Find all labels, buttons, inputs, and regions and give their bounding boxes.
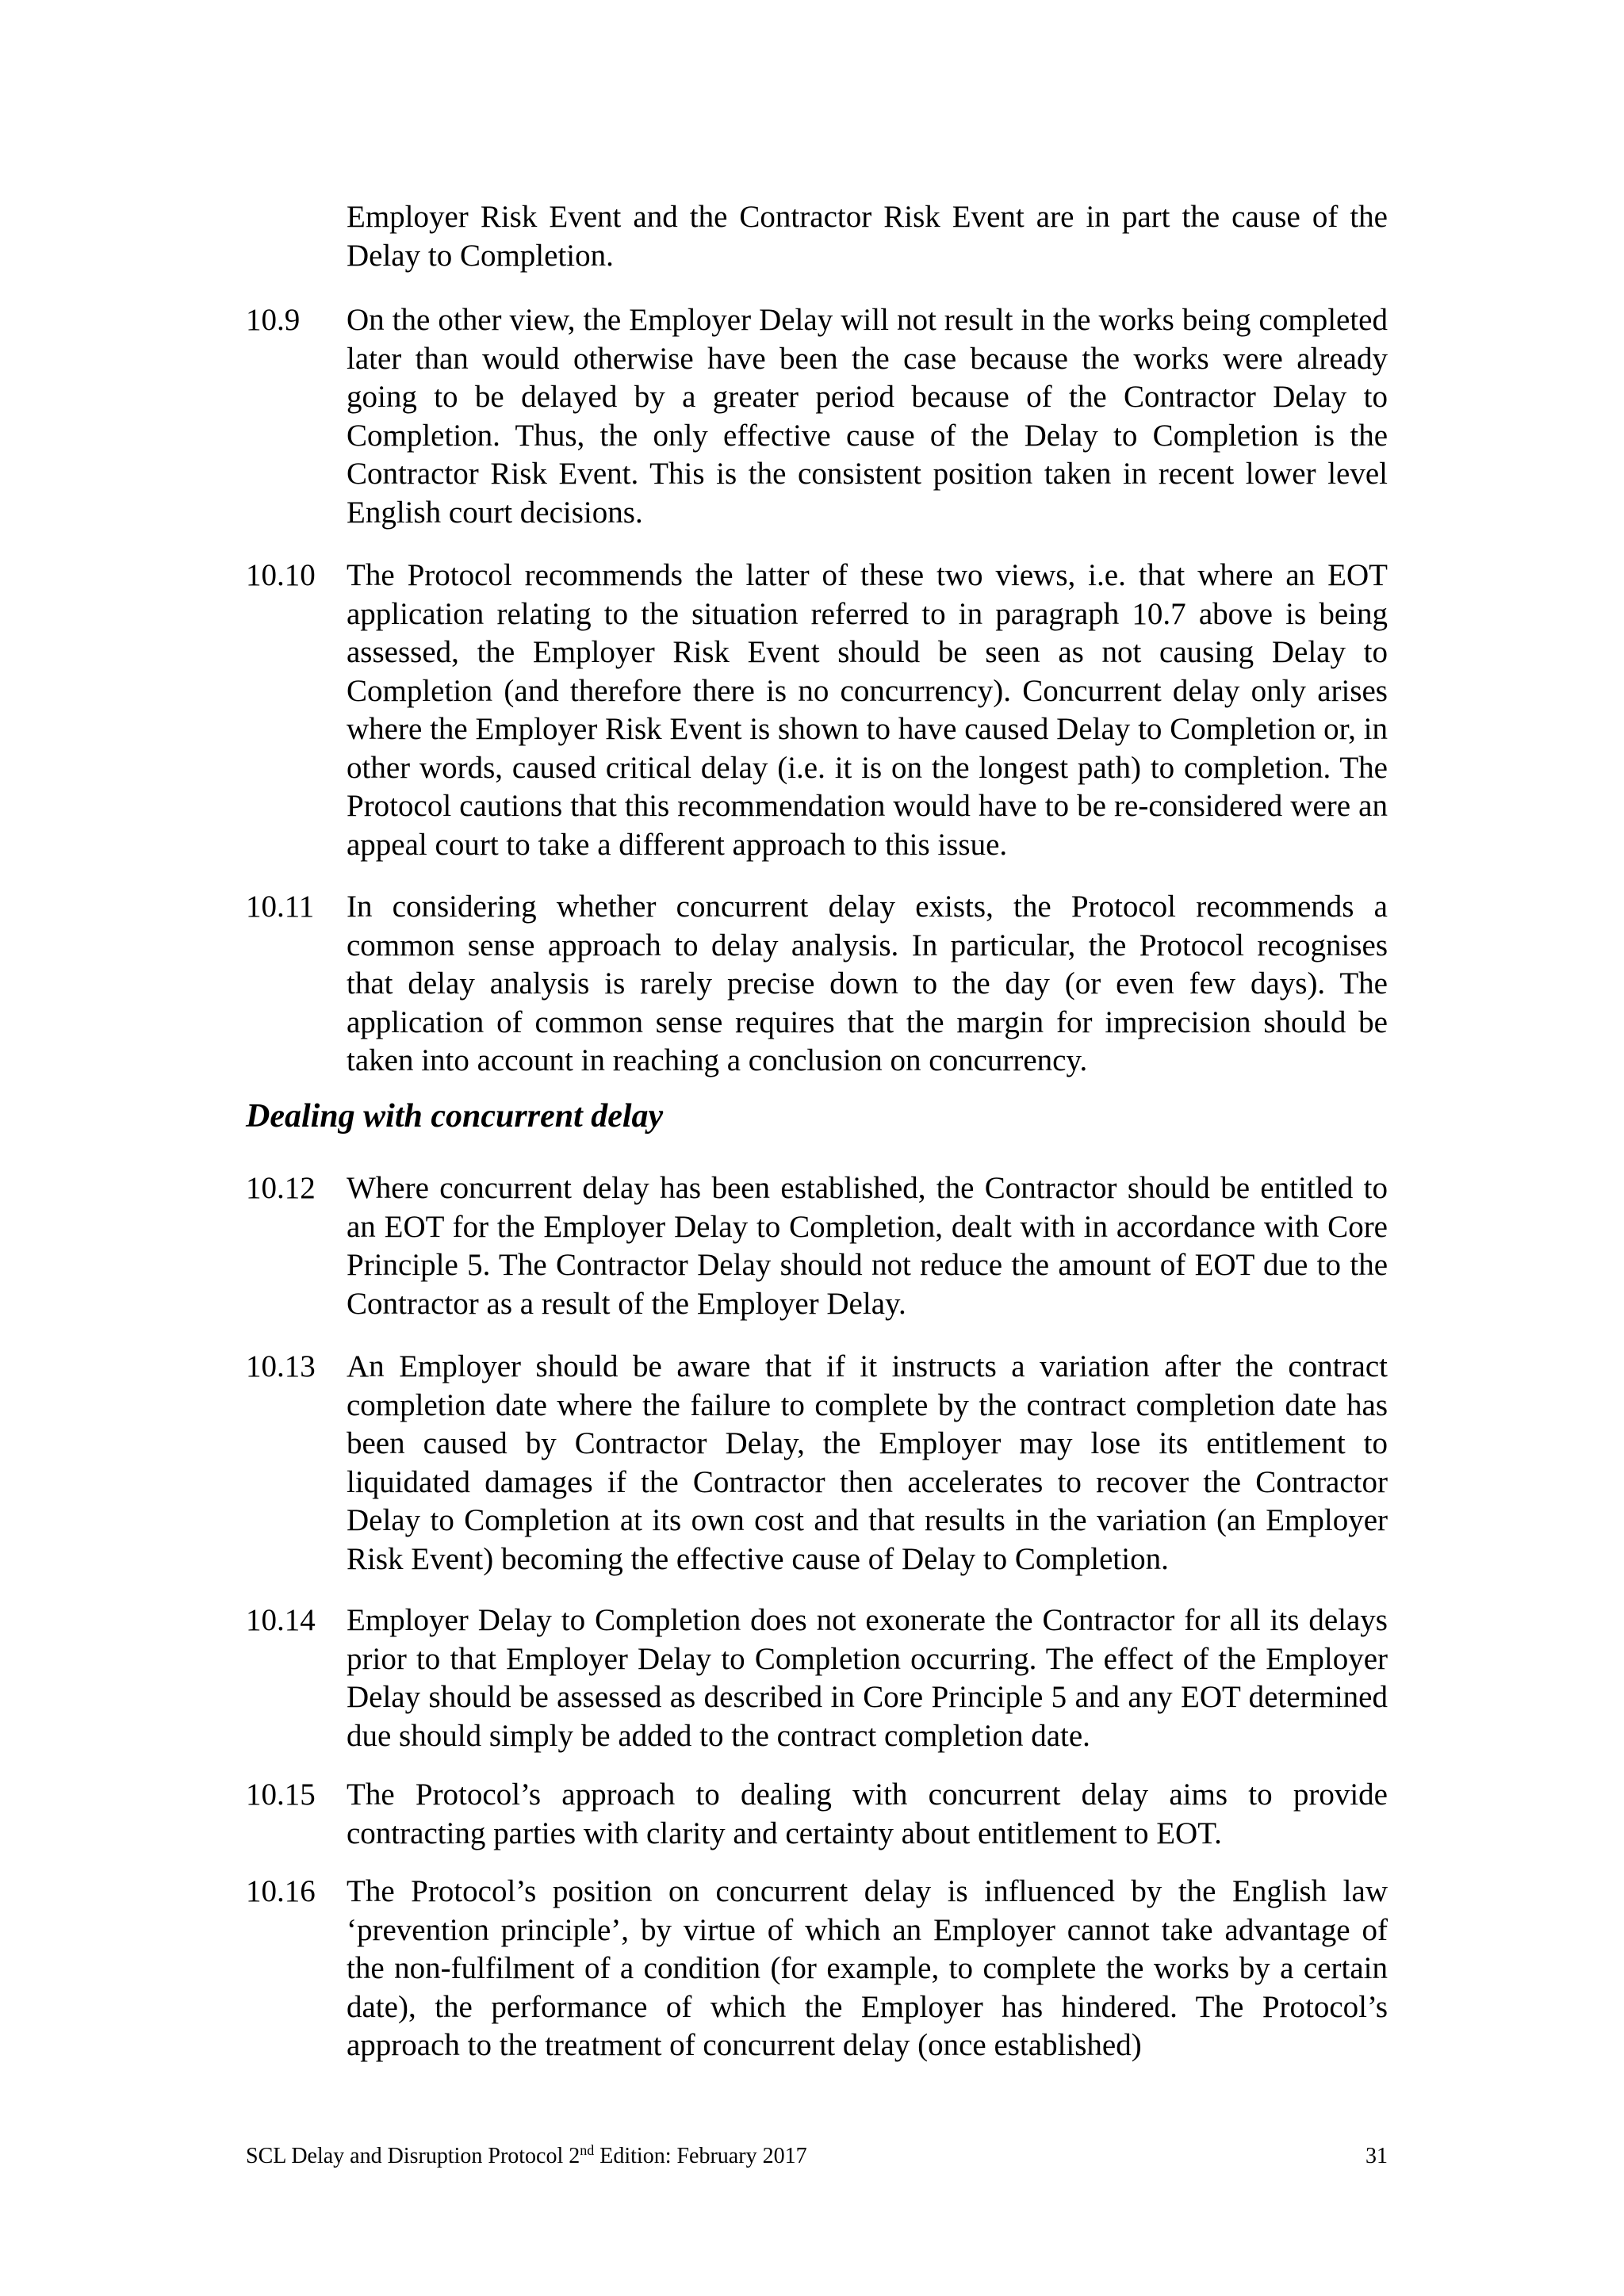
footer-title-suffix: Edition: February 2017 <box>594 2144 807 2168</box>
paragraph-number: 10.16 <box>246 1874 316 1908</box>
footer-title-superscript: nd <box>580 2142 595 2158</box>
paragraph-text: Employer Risk Event and the Contractor Risk Event are in part the cause of the Delay to Completion. <box>347 200 1388 273</box>
paragraph-text: The Protocol recommends the latter of these two views, i.e. that where an EOT application relating to the situation referred to in paragraph 10.7 above is being assessed, the Employer Risk Event should be seen as not causing Delay to Completion (and therefore there is no concurrency). Concurrent delay only arises where the Employer Risk Event is shown to have caused Delay to Completion or, in other words, caused critical delay (i.e. it is on the longest path) to completion. The Protocol cautions that this recommendation would have to be re-considered were an appeal court to take a different approach to this issue. <box>347 558 1388 862</box>
paragraph-text: An Employer should be aware that if it instructs a variation after the contract completion date where the failure to complete by the contract completion date has been caused by Contractor Delay, the Employer may lose its entitlement to liquidated damages if the Contractor then accelerates to recover the Contractor Delay to Completion at its own cost and that results in the variation (an Employer Risk Event) becoming the effective cause of Delay to Completion. <box>347 1349 1388 1576</box>
paragraph-10-14 <box>246 1601 1388 1755</box>
paragraph-10-9 <box>246 301 1388 532</box>
paragraph-number: 10.9 <box>246 303 301 337</box>
paragraph-number: 10.14 <box>246 1603 316 1637</box>
paragraph-10-15 <box>246 1776 1388 1853</box>
continuation-paragraph <box>347 198 1388 275</box>
paragraph-number: 10.11 <box>246 890 315 924</box>
paragraph-10-16 <box>246 1873 1388 2065</box>
paragraph-10-13 <box>246 1348 1388 1578</box>
paragraph-number: 10.12 <box>246 1171 316 1205</box>
paragraph-number: 10.15 <box>246 1777 316 1812</box>
footer-title-prefix: SCL Delay and Disruption Protocol 2 <box>246 2144 580 2168</box>
page-number: 31 <box>1365 2144 1388 2168</box>
paragraph-text: Where concurrent delay has been established, the Contractor should be entitled to an EOT for the Employer Delay to Completion, dealt with in accordance with Core Principle 5. The Contractor Delay should not reduce the amount of EOT due to the Contractor as a result of the Employer Delay. <box>347 1171 1388 1321</box>
paragraph-number: 10.13 <box>246 1349 316 1383</box>
paragraph-text: The Protocol’s position on concurrent delay is influenced by the English law ‘prevention principle’, by virtue of which an Employer cannot take advantage of the non-fulfilment of a condition (for example, to complete the works by a certain date), the performance of which the Employer has hindered. The Protocol’s approach to the treatment of concurrent delay (once established) <box>347 1874 1388 2062</box>
paragraph-10-12 <box>246 1169 1388 1323</box>
paragraph-number: 10.10 <box>246 558 316 592</box>
paragraph-text: In considering whether concurrent delay exists, the Protocol recommends a common sense approach to delay analysis. In particular, the Protocol recognises that delay analysis is rarely precise down to the day (or even few days). The application of common sense requires that the margin for imprecision should be taken into account in reaching a conclusion on concurrency. <box>347 890 1388 1077</box>
section-heading: Dealing with concurrent delay <box>246 1098 664 1135</box>
paragraph-10-10 <box>246 557 1388 864</box>
footer-document-title <box>246 2142 807 2171</box>
paragraph-10-11 <box>246 888 1388 1081</box>
paragraph-text: The Protocol’s approach to dealing with concurrent delay aims to provide contracting parties with clarity and certainty about entitlement to EOT. <box>347 1777 1388 1850</box>
paragraph-text: On the other view, the Employer Delay will not result in the works being completed later than would otherwise have been the case because the works were already going to be delayed by a greater period because of the Contractor Delay to Completion. Thus, the only effective cause of the Delay to Completion is the Contractor Risk Event. This is the consistent position taken in recent lower level English court decisions. <box>347 303 1388 530</box>
paragraph-text: Employer Delay to Completion does not exonerate the Contractor for all its delays prior to that Employer Delay to Completion occurring. The effect of the Employer Delay should be assessed as described in Core Principle 5 and any EOT determined due should simply be added to the contract completion date. <box>347 1603 1388 1753</box>
